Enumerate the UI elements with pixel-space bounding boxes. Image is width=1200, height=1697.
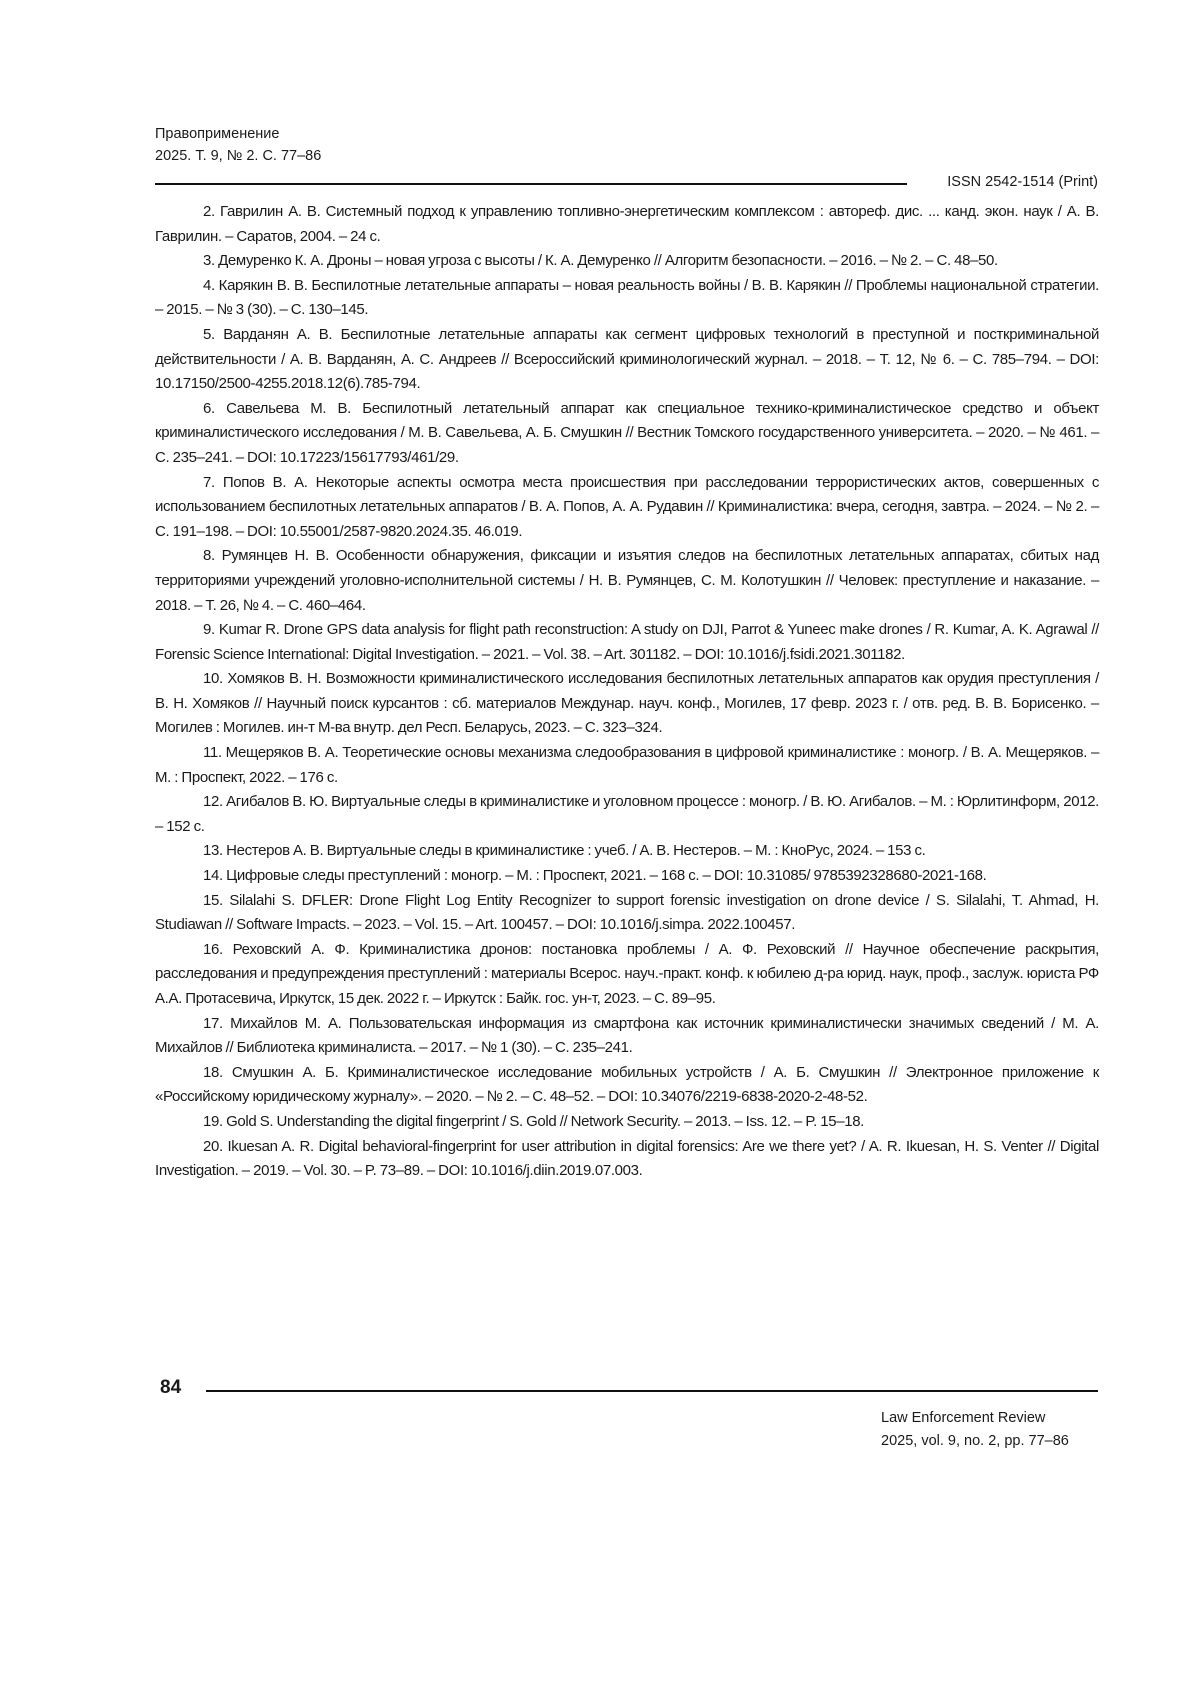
reference-list	[155, 200, 1099, 1184]
footer-divider	[206, 1390, 1098, 1392]
reference-item: 7. Попов В. А. Некоторые аспекты осмотра места происшествия при расследовании террористических актов, совершенных с использованием беспилотных летательных аппаратов / В. А. Попов, А. А. Рудавин // Криминалистика: вчера, сегодня, завтра. – 2024. – № 2. – С. 191–198. – DOI: 10.55001/2587-9820.2024.35. 46.019.	[155, 473, 1099, 540]
reference-item: 4. Карякин В. В. Беспилотные летательные аппараты – новая реальность войны / В. В. Карякин // Проблемы национальной стратегии. – 2015. – № 3 (30). – С. 130–145.	[155, 276, 1099, 319]
reference-item: 14. Цифровые следы преступлений : моногр. – М. : Проспект, 2021. – 168 с. – DOI: 10.31085/ 9785392328680-2021-168.	[203, 867, 987, 885]
reference-item: 3. Демуренко К. А. Дроны – новая угроза с высоты / К. А. Демуренко // Алгоритм безопасности. – 2016. – № 2. – С. 48–50.	[203, 252, 998, 270]
reference-item: 6. Савельева М. В. Беспилотный летательный аппарат как специальное технико-криминалистическое средство и объект криминалистического исследования / М. В. Савельева, А. Б. Смушкин // Вестник Томского государственного университета. – 2020. – № 461. – С. 235–241. – DOI: 10.17223/15617793/461/29.	[155, 399, 1099, 466]
running-header	[155, 123, 321, 167]
reference-item: 18. Смушкин А. Б. Криминалистическое исследование мобильных устройств / А. Б. Смушкин // Электронное приложение к «Российскому юридическому журналу». – 2020. – № 2. – С. 48–52. – DOI: 10.34076/2219-6838-2020-2-48-52.	[155, 1063, 1099, 1106]
reference-item: 8. Румянцев Н. В. Особенности обнаружения, фиксации и изъятия следов на беспилотных летательных аппаратах, сбитых над территориями учреждений уголовно-исполнительной системы / Н. В. Румянцев, С. М. Колотушкин // Человек: преступление и наказание. – 2018. – Т. 26, № 4. – С. 460–464.	[155, 547, 1099, 614]
reference-item: 12. Агибалов В. Ю. Виртуальные следы в криминалистике и уголовном процессе : моногр. / В. Ю. Агибалов. – М. : Юрлитинформ, 2012. – 152 с.	[155, 793, 1099, 835]
reference-item: 11. Мещеряков В. А. Теоретические основы механизма следообразования в цифровой криминалистике : моногр. / В. А. Мещеряков. – М. : Проспект, 2022. – 176 с.	[155, 744, 1099, 786]
reference-item: 2. Гаврилин А. В. Системный подход к управлению топливно-энергетическим комплексом : автореф. дис. ... канд. экон. наук / А. В. Гаврилин. – Саратов, 2004. – 24 с.	[155, 203, 1099, 245]
reference-item: 20. Ikuesan A. R. Digital behavioral-fingerprint for user attribution in digital forensics: Are we there yet? / A. R. Ikuesan, H. S. Venter // Digital Investigation. – 2019. – Vol. 30. – P. 73–89. – DOI: 10.1016/j.diin.2019.07.003.	[155, 1137, 1099, 1180]
header-divider	[155, 183, 907, 185]
reference-item: 9. Kumar R. Drone GPS data analysis for flight path reconstruction: A study on DJI, Parrot & Yuneec make drones / R. Kumar, A. K. Agrawal // Forensic Science International: Digital Investigation. – 2021. – Vol. 38. – Art. 301182. – DOI: 10.1016/j.fsidi.2021.301182.	[155, 621, 1099, 663]
citation-ru: 2025. Т. 9, № 2. С. 77–86	[155, 148, 322, 164]
running-footer	[881, 1407, 1069, 1453]
reference-item: 15. Silalahi S. DFLER: Drone Flight Log Entity Recognizer to support forensic investigation on drone device / S. Silalahi, T. Ahmad, H. Studiawan // Software Impacts. – 2023. – Vol. 15. – Art. 100457. – DOI: 10.1016/j.simpa. 2022.100457.	[155, 891, 1099, 934]
journal-title-ru: Правоприменение	[155, 126, 280, 142]
citation-en: 2025, vol. 9, no. 2, pp. 77–86	[881, 1433, 1069, 1449]
issn: ISSN 2542-1514 (Print)	[947, 174, 1098, 190]
journal-title-en: Law Enforcement Review	[881, 1410, 1046, 1426]
reference-item: 10. Хомяков В. Н. Возможности криминалистического исследования беспилотных летательных аппаратов как орудия преступления / В. Н. Хомяков // Научный поиск курсантов : сб. материалов Междунар. науч. конф., Могилев, 17 февр. 2023 г. / отв. ред. В. В. Борисенко. – Могилев : Могилев. ин-т М-ва внутр. дел Респ. Беларусь, 2023. – С. 323–324.	[155, 670, 1099, 737]
page-number: 84	[160, 1377, 182, 1398]
reference-item: 19. Gold S. Understanding the digital fingerprint / S. Gold // Network Security. – 2013. – Iss. 12. – P. 15–18.	[203, 1112, 864, 1130]
reference-item: 17. Михайлов М. А. Пользовательская информация из смартфона как источник криминалистически значимых сведений / М. А. Михайлов // Библиотека криминалиста. – 2017. – № 1 (30). – С. 235–241.	[155, 1014, 1099, 1057]
reference-item: 5. Варданян А. В. Беспилотные летательные аппараты как сегмент цифровых технологий в преступной и посткриминальной действительности / А. В. Варданян, А. С. Андреев // Всероссийский криминологический журнал. – 2018. – Т. 12, № 6. – С. 785–794. – DOI: 10.17150/2500-4255.2018.12(6).785-794.	[155, 325, 1099, 393]
reference-item: 16. Реховский А. Ф. Криминалистика дронов: постановка проблемы / А. Ф. Реховский // Научное обеспечение раскрытия, расследования и предупреждения преступлений : материалы Всерос. науч.-практ. конф. к юбилею д-ра юрид. наук, проф., заслуж. юриста РФ А.А. Протасевича, Иркутск, 15 дек. 2022 г. – Иркутск : Байк. гос. ун-т, 2023. – С. 89–95.	[155, 940, 1099, 1007]
reference-item: 13. Нестеров А. В. Виртуальные следы в криминалистике : учеб. / А. В. Нестеров. – М. : КноРус, 2024. – 153 с.	[203, 842, 926, 860]
